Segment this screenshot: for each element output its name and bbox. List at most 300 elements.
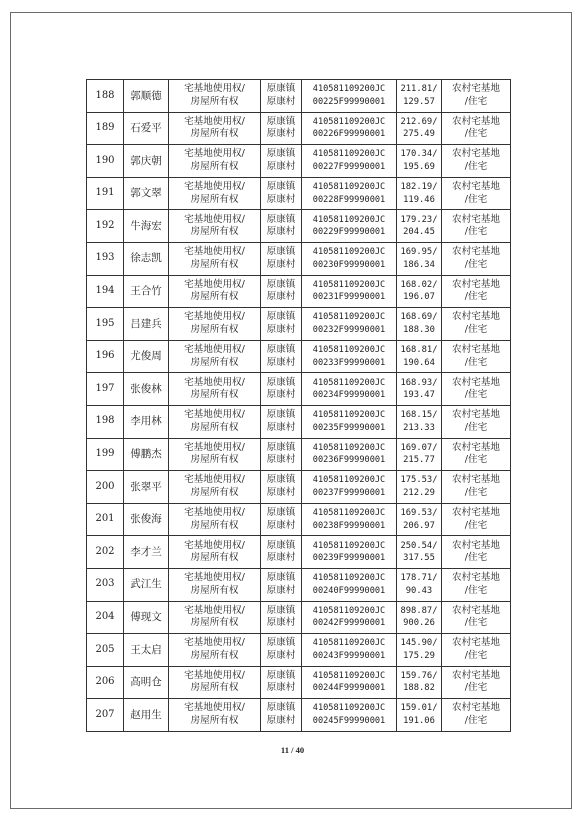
area-values-line: 175.29 (403, 650, 435, 661)
parcel-code-cell (302, 373, 397, 406)
parcel-code-line: 00229F99990001 (312, 227, 386, 238)
land-use-cell (442, 634, 511, 667)
location-line: 原康镇 (266, 539, 296, 551)
right-type-cell (169, 340, 261, 373)
parcel-code-line: 410581109200JC (312, 670, 386, 681)
location-cell (261, 145, 302, 178)
right-type-line: 宅基地使用权/ (184, 539, 245, 551)
owner-name-cell: 郭顺德 (124, 80, 169, 113)
area-values-line: 213.33 (403, 422, 435, 433)
location-line: 原康镇 (266, 213, 296, 225)
location-line: 原康村 (266, 552, 296, 564)
table-row (87, 471, 511, 504)
location-line: 原康镇 (266, 604, 296, 616)
parcel-code-line: 410581109200JC (312, 507, 386, 518)
location-line: 原康村 (266, 128, 296, 140)
area-values-line: 119.46 (403, 194, 435, 205)
parcel-code-cell (302, 177, 397, 210)
land-use-line: /住宅 (464, 617, 488, 629)
right-type-line: 宅基地使用权/ (184, 702, 245, 714)
land-use-cell (442, 568, 511, 601)
land-use-cell (442, 405, 511, 438)
land-use-line: 农村宅基地 (452, 572, 500, 584)
land-use-cell (442, 438, 511, 471)
area-values-cell (397, 112, 442, 145)
land-use-line: 农村宅基地 (452, 180, 500, 192)
right-type-line: 房屋所有权 (190, 258, 239, 270)
area-values-line: 170.34/ (400, 149, 438, 160)
location-line: 原康村 (266, 160, 296, 172)
area-values-line: 168.81/ (400, 344, 438, 355)
owner-name-cell: 李用林 (124, 405, 169, 438)
location-cell (261, 242, 302, 275)
parcel-code-cell (302, 340, 397, 373)
land-use-line: 农村宅基地 (452, 343, 500, 355)
land-use-line: /住宅 (464, 128, 488, 140)
parcel-code-line: 00238F99990001 (312, 520, 386, 531)
parcel-code-line: 00242F99990001 (312, 618, 386, 629)
area-values-cell (397, 80, 442, 113)
table-row (87, 601, 511, 634)
land-use-line: 农村宅基地 (452, 115, 500, 127)
table-row (87, 405, 511, 438)
location-line: 原康镇 (266, 409, 296, 421)
parcel-code-line: 00230F99990001 (312, 259, 386, 270)
land-use-line: 农村宅基地 (452, 148, 500, 160)
parcel-code-line: 410581109200JC (312, 84, 386, 95)
area-values-line: 212.29 (403, 487, 435, 498)
parcel-code-line: 410581109200JC (312, 344, 386, 355)
area-values-line: 186.34 (403, 259, 435, 270)
area-values-line: 159.01/ (400, 703, 438, 714)
row-number-cell: 198 (87, 405, 124, 438)
right-type-cell (169, 373, 261, 406)
right-type-line: 房屋所有权 (190, 323, 239, 335)
parcel-code-line: 00225F99990001 (312, 96, 386, 107)
land-use-line: /住宅 (464, 389, 488, 401)
land-use-line: 农村宅基地 (452, 506, 500, 518)
row-number-cell: 206 (87, 666, 124, 699)
right-type-line: 房屋所有权 (190, 193, 239, 205)
row-number-cell: 203 (87, 568, 124, 601)
right-type-line: 宅基地使用权/ (184, 343, 245, 355)
right-type-line: 宅基地使用权/ (184, 441, 245, 453)
location-cell (261, 666, 302, 699)
parcel-code-line: 00237F99990001 (312, 487, 386, 498)
right-type-cell (169, 210, 261, 243)
area-values-line: 169.07/ (400, 442, 438, 453)
location-cell (261, 340, 302, 373)
owner-name-cell: 张俊海 (124, 503, 169, 536)
land-use-cell (442, 210, 511, 243)
area-values-line: 159.76/ (400, 670, 438, 681)
table-row (87, 438, 511, 471)
right-type-line: 房屋所有权 (190, 128, 239, 140)
right-type-line: 宅基地使用权/ (184, 115, 245, 127)
parcel-code-line: 410581109200JC (312, 279, 386, 290)
location-line: 原康镇 (266, 441, 296, 453)
table-row (87, 308, 511, 341)
land-use-line: /住宅 (464, 649, 488, 661)
land-use-cell (442, 242, 511, 275)
land-use-line: 农村宅基地 (452, 376, 500, 388)
land-use-line: /住宅 (464, 454, 488, 466)
right-type-line: 宅基地使用权/ (184, 83, 245, 95)
right-type-line: 宅基地使用权/ (184, 409, 245, 421)
right-type-line: 宅基地使用权/ (184, 572, 245, 584)
location-cell (261, 438, 302, 471)
row-number-cell: 191 (87, 177, 124, 210)
parcel-code-cell (302, 503, 397, 536)
location-line: 原康镇 (266, 83, 296, 95)
location-line: 原康镇 (266, 180, 296, 192)
area-values-cell (397, 210, 442, 243)
location-line: 原康镇 (266, 278, 296, 290)
location-cell (261, 177, 302, 210)
location-line: 原康村 (266, 617, 296, 629)
land-use-line: /住宅 (464, 226, 488, 238)
parcel-code-line: 00234F99990001 (312, 390, 386, 401)
row-number-cell: 195 (87, 308, 124, 341)
area-values-line: 900.26 (403, 618, 435, 629)
parcel-code-cell (302, 275, 397, 308)
right-type-cell (169, 699, 261, 732)
right-type-line: 房屋所有权 (190, 617, 239, 629)
right-type-line: 宅基地使用权/ (184, 246, 245, 258)
owner-name-cell: 吕建兵 (124, 308, 169, 341)
area-values-cell (397, 373, 442, 406)
land-use-cell (442, 503, 511, 536)
location-line: 原康村 (266, 421, 296, 433)
area-values-cell (397, 405, 442, 438)
right-type-cell (169, 471, 261, 504)
area-values-cell (397, 471, 442, 504)
row-number-cell: 194 (87, 275, 124, 308)
parcel-code-cell (302, 568, 397, 601)
owner-name-cell: 武江生 (124, 568, 169, 601)
land-use-line: /住宅 (464, 291, 488, 303)
table-row (87, 177, 511, 210)
right-type-cell (169, 145, 261, 178)
location-cell (261, 699, 302, 732)
area-values-cell (397, 568, 442, 601)
land-use-line: /住宅 (464, 519, 488, 531)
land-use-line: 农村宅基地 (452, 474, 500, 486)
right-type-cell (169, 503, 261, 536)
row-number-cell: 199 (87, 438, 124, 471)
page-number: 11 / 40 (280, 745, 305, 755)
owner-name-cell: 高明仓 (124, 666, 169, 699)
area-values-line: 898.87/ (400, 605, 438, 616)
area-values-line: 188.30 (403, 324, 435, 335)
owner-name-cell: 徐志凯 (124, 242, 169, 275)
parcel-code-cell (302, 242, 397, 275)
land-use-line: 农村宅基地 (452, 604, 500, 616)
table-row (87, 699, 511, 732)
area-values-line: 196.07 (403, 292, 435, 303)
right-type-line: 房屋所有权 (190, 421, 239, 433)
table-row (87, 145, 511, 178)
location-line: 原康村 (266, 291, 296, 303)
location-line: 原康镇 (266, 311, 296, 323)
location-cell (261, 634, 302, 667)
right-type-line: 房屋所有权 (190, 552, 239, 564)
parcel-code-line: 410581109200JC (312, 442, 386, 453)
parcel-code-line: 410581109200JC (312, 149, 386, 160)
land-use-cell (442, 145, 511, 178)
land-use-line: 农村宅基地 (452, 441, 500, 453)
parcel-code-line: 410581109200JC (312, 540, 386, 551)
land-use-line: 农村宅基地 (452, 246, 500, 258)
location-cell (261, 373, 302, 406)
parcel-code-line: 00227F99990001 (312, 161, 386, 172)
right-type-line: 宅基地使用权/ (184, 311, 245, 323)
location-line: 原康村 (266, 486, 296, 498)
parcel-code-cell (302, 112, 397, 145)
area-values-line: 317.55 (403, 553, 435, 564)
location-line: 原康村 (266, 454, 296, 466)
table-row (87, 503, 511, 536)
right-type-cell (169, 177, 261, 210)
area-values-line: 168.15/ (400, 410, 438, 421)
location-line: 原康村 (266, 584, 296, 596)
parcel-code-line: 00235F99990001 (312, 422, 386, 433)
owner-name-cell: 王太启 (124, 634, 169, 667)
owner-name-cell: 张翠平 (124, 471, 169, 504)
parcel-code-line: 00243F99990001 (312, 650, 386, 661)
right-type-line: 房屋所有权 (190, 389, 239, 401)
table-row (87, 112, 511, 145)
land-use-cell (442, 308, 511, 341)
land-use-cell (442, 699, 511, 732)
location-line: 原康村 (266, 95, 296, 107)
owner-name-cell: 张俊林 (124, 373, 169, 406)
location-line: 原康镇 (266, 246, 296, 258)
parcel-code-cell (302, 405, 397, 438)
right-type-line: 房屋所有权 (190, 356, 239, 368)
land-use-cell (442, 340, 511, 373)
area-values-cell (397, 308, 442, 341)
right-type-line: 宅基地使用权/ (184, 637, 245, 649)
land-use-line: 农村宅基地 (452, 311, 500, 323)
right-type-cell (169, 666, 261, 699)
location-cell (261, 308, 302, 341)
table-row (87, 275, 511, 308)
parcel-code-line: 410581109200JC (312, 312, 386, 323)
area-values-line: 193.47 (403, 390, 435, 401)
right-type-line: 宅基地使用权/ (184, 506, 245, 518)
parcel-code-cell (302, 699, 397, 732)
location-line: 原康村 (266, 389, 296, 401)
location-cell (261, 568, 302, 601)
land-use-cell (442, 471, 511, 504)
parcel-code-line: 410581109200JC (312, 214, 386, 225)
parcel-code-line: 410581109200JC (312, 181, 386, 192)
area-values-line: 168.69/ (400, 312, 438, 323)
land-use-line: /住宅 (464, 421, 488, 433)
location-line: 原康村 (266, 649, 296, 661)
area-values-cell (397, 340, 442, 373)
owner-name-cell: 李才兰 (124, 536, 169, 569)
land-use-cell (442, 275, 511, 308)
location-cell (261, 503, 302, 536)
location-line: 原康镇 (266, 506, 296, 518)
table-row (87, 568, 511, 601)
parcel-code-cell (302, 145, 397, 178)
location-cell (261, 210, 302, 243)
location-cell (261, 601, 302, 634)
parcel-code-line: 410581109200JC (312, 703, 386, 714)
table-row (87, 634, 511, 667)
location-line: 原康镇 (266, 148, 296, 160)
right-type-cell (169, 275, 261, 308)
right-type-cell (169, 242, 261, 275)
area-values-cell (397, 634, 442, 667)
area-values-line: 129.57 (403, 96, 435, 107)
area-values-line: 90.43 (405, 585, 433, 596)
parcel-code-line: 00228F99990001 (312, 194, 386, 205)
right-type-line: 宅基地使用权/ (184, 148, 245, 160)
area-values-line: 190.64 (403, 357, 435, 368)
land-use-line: 农村宅基地 (452, 702, 500, 714)
right-type-line: 宅基地使用权/ (184, 604, 245, 616)
owner-name-cell: 石爱平 (124, 112, 169, 145)
area-values-line: 191.06 (403, 716, 435, 727)
right-type-line: 房屋所有权 (190, 649, 239, 661)
right-type-line: 房屋所有权 (190, 715, 239, 727)
table-row (87, 242, 511, 275)
right-type-line: 房屋所有权 (190, 291, 239, 303)
right-type-line: 房屋所有权 (190, 226, 239, 238)
area-values-cell (397, 699, 442, 732)
row-number-cell: 192 (87, 210, 124, 243)
right-type-line: 宅基地使用权/ (184, 376, 245, 388)
table-row (87, 666, 511, 699)
owner-name-cell: 牛海宏 (124, 210, 169, 243)
location-line: 原康村 (266, 356, 296, 368)
right-type-cell (169, 112, 261, 145)
table-row (87, 210, 511, 243)
area-values-line: 169.95/ (400, 247, 438, 258)
right-type-line: 宅基地使用权/ (184, 213, 245, 225)
area-values-line: 206.97 (403, 520, 435, 531)
location-line: 原康镇 (266, 376, 296, 388)
location-cell (261, 80, 302, 113)
right-type-line: 房屋所有权 (190, 584, 239, 596)
row-number-cell: 207 (87, 699, 124, 732)
location-line: 原康村 (266, 226, 296, 238)
parcel-code-line: 00240F99990001 (312, 585, 386, 596)
land-use-cell (442, 112, 511, 145)
area-values-line: 195.69 (403, 161, 435, 172)
location-line: 原康镇 (266, 115, 296, 127)
right-type-cell (169, 568, 261, 601)
parcel-code-cell (302, 308, 397, 341)
parcel-code-cell (302, 601, 397, 634)
row-number-cell: 196 (87, 340, 124, 373)
area-values-line: 175.53/ (400, 475, 438, 486)
location-cell (261, 405, 302, 438)
location-line: 原康镇 (266, 343, 296, 355)
parcel-code-line: 410581109200JC (312, 116, 386, 127)
area-values-line: 169.53/ (400, 507, 438, 518)
owner-name-cell: 王合竹 (124, 275, 169, 308)
registry-table-body (87, 80, 511, 732)
parcel-code-cell (302, 666, 397, 699)
land-use-line: 农村宅基地 (452, 539, 500, 551)
location-line: 原康镇 (266, 637, 296, 649)
owner-name-cell: 赵用生 (124, 699, 169, 732)
owner-name-cell: 郭庆朝 (124, 145, 169, 178)
location-line: 原康镇 (266, 474, 296, 486)
location-line: 原康村 (266, 193, 296, 205)
parcel-code-line: 00226F99990001 (312, 129, 386, 140)
right-type-line: 房屋所有权 (190, 486, 239, 498)
land-use-line: /住宅 (464, 715, 488, 727)
table-row (87, 340, 511, 373)
right-type-line: 房屋所有权 (190, 519, 239, 531)
area-values-cell (397, 536, 442, 569)
location-line: 原康村 (266, 519, 296, 531)
land-use-cell (442, 536, 511, 569)
parcel-code-line: 00245F99990001 (312, 716, 386, 727)
parcel-code-line: 410581109200JC (312, 638, 386, 649)
land-use-cell (442, 177, 511, 210)
land-use-line: 农村宅基地 (452, 409, 500, 421)
right-type-line: 宅基地使用权/ (184, 474, 245, 486)
area-values-cell (397, 666, 442, 699)
row-number-cell: 205 (87, 634, 124, 667)
area-values-line: 212.69/ (400, 116, 438, 127)
area-values-cell (397, 503, 442, 536)
right-type-line: 宅基地使用权/ (184, 180, 245, 192)
row-number-cell: 188 (87, 80, 124, 113)
parcel-code-cell (302, 210, 397, 243)
right-type-cell (169, 80, 261, 113)
right-type-line: 宅基地使用权/ (184, 278, 245, 290)
land-use-line: /住宅 (464, 95, 488, 107)
land-use-line: 农村宅基地 (452, 637, 500, 649)
location-cell (261, 112, 302, 145)
area-values-line: 250.54/ (400, 540, 438, 551)
area-values-line: 211.81/ (400, 84, 438, 95)
land-use-line: 农村宅基地 (452, 278, 500, 290)
land-use-line: 农村宅基地 (452, 83, 500, 95)
land-use-line: /住宅 (464, 193, 488, 205)
area-values-line: 275.49 (403, 129, 435, 140)
right-type-cell (169, 405, 261, 438)
owner-name-cell: 尤俊周 (124, 340, 169, 373)
area-values-cell (397, 438, 442, 471)
parcel-code-line: 410581109200JC (312, 605, 386, 616)
land-use-line: /住宅 (464, 552, 488, 564)
land-use-line: /住宅 (464, 682, 488, 694)
parcel-code-cell (302, 80, 397, 113)
land-use-cell (442, 666, 511, 699)
area-values-line: 168.02/ (400, 279, 438, 290)
land-use-cell (442, 601, 511, 634)
area-values-line: 145.90/ (400, 638, 438, 649)
area-values-cell (397, 275, 442, 308)
land-use-line: /住宅 (464, 584, 488, 596)
right-type-cell (169, 634, 261, 667)
table-row (87, 373, 511, 406)
parcel-code-line: 00244F99990001 (312, 683, 386, 694)
parcel-code-line: 00236F99990001 (312, 455, 386, 466)
registry-table (86, 79, 511, 732)
parcel-code-line: 00231F99990001 (312, 292, 386, 303)
land-use-line: 农村宅基地 (452, 213, 500, 225)
